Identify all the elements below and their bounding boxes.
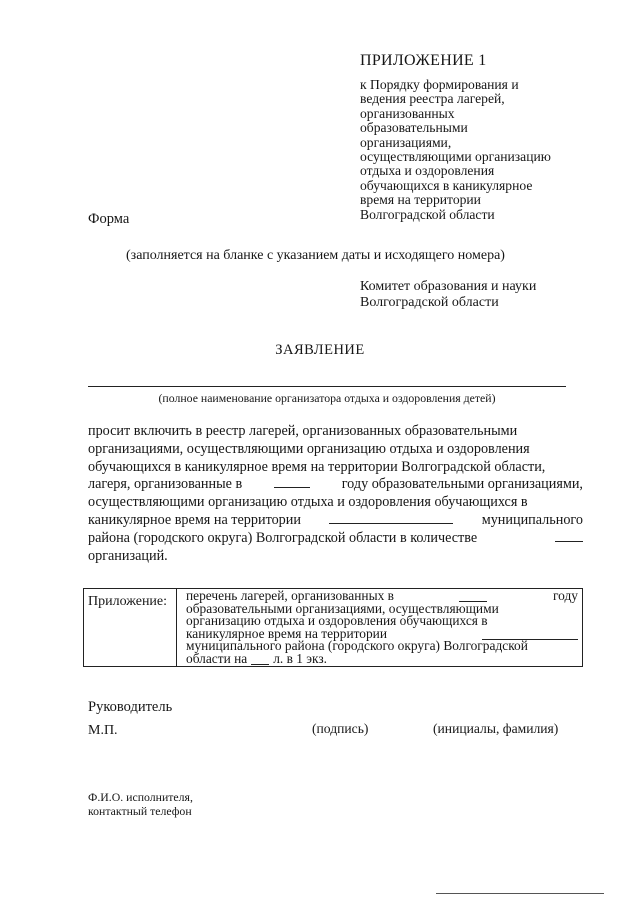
document-title: ЗАЯВЛЕНИЕ: [275, 342, 365, 358]
body-line: [88, 512, 583, 530]
organizer-caption: (полное наименование организатора отдыха и оздоровления детей): [158, 391, 496, 405]
fill-note: (заполняется на бланке с указанием даты и исходящего номера): [126, 248, 505, 263]
year-blank: [274, 476, 310, 488]
executor-line: контактный телефон: [88, 803, 192, 818]
executor-line: Ф.И.О. исполнителя,: [88, 790, 193, 804]
attachment-box: [83, 588, 583, 667]
recipient: [360, 279, 536, 310]
appendix-reference: [360, 78, 590, 222]
pages-blank: [251, 653, 269, 665]
body-text: муниципального: [481, 511, 583, 528]
signature-caption: (подпись): [312, 721, 369, 736]
appendix-line: ведения реестра лагерей,: [360, 91, 505, 107]
attachment-text: каникулярное время на территории: [186, 625, 388, 641]
body-line: осуществляющими организацию отдыха и оздоровления обучающихся в: [88, 494, 528, 511]
body-text: году образовательными организациями,: [341, 476, 583, 493]
body-line: просит включить в реестр лагерей, организованных образовательными: [88, 423, 518, 439]
appendix-line: организациями,: [360, 134, 452, 150]
appendix-line: к Порядку формирования и: [360, 77, 519, 92]
scan-artifact-line: [436, 893, 604, 894]
appendix-line: осуществляющими организацию: [360, 149, 551, 165]
appendix-title: ПРИЛОЖЕНИЕ 1: [360, 52, 487, 69]
attachment-line: [186, 650, 578, 666]
attachment-description: [186, 590, 578, 666]
attachment-line: организацию отдыха и оздоровления обучающихся в: [186, 613, 488, 629]
initials-caption: (инициалы, фамилия): [433, 721, 559, 736]
body-text: лагеря, организованные в: [88, 476, 243, 493]
appendix-line: время на территории: [360, 192, 481, 208]
body-text: района (городского округа) Волгоградской области в количестве: [88, 529, 478, 546]
recipient-line: Комитет образования и науки: [360, 279, 537, 294]
appendix-line: Волгоградской области: [360, 206, 495, 222]
appendix-line: отдыха и оздоровления: [360, 163, 495, 179]
head-label: Руководитель: [88, 699, 173, 715]
application-body: [88, 423, 583, 565]
body-text: каникулярное время на территории: [88, 511, 301, 528]
form-label: Форма: [88, 211, 130, 227]
territory-blank: [329, 512, 453, 524]
stamp-place: М.П.: [88, 723, 118, 738]
attachment-line: муниципального района (городского округа) Волгоградской: [186, 638, 528, 654]
attachment-text: перечень лагерей, организованных в: [186, 588, 394, 603]
body-line: организаций.: [88, 547, 168, 564]
appendix-line: обучающихся в каникулярное: [360, 177, 533, 193]
appendix-line: образовательными: [360, 120, 468, 136]
attachment-label-cell: [84, 589, 177, 666]
executor-info: [88, 791, 193, 818]
body-line: обучающихся в каникулярное время на территории Волгоградской области,: [88, 458, 546, 475]
body-line: [88, 476, 583, 494]
attachment-text: году: [553, 588, 578, 603]
attachment-text: л. в 1 экз.: [273, 650, 328, 666]
attachment-text: области на: [186, 650, 248, 666]
organizer-name-line: [88, 386, 566, 387]
body-line: [88, 530, 583, 548]
quantity-blank: [555, 530, 583, 542]
body-line: организациями, осуществляющими организацию отдыха и оздоровления: [88, 440, 530, 457]
recipient-line: Волгоградской области: [360, 294, 499, 310]
attachment-label: Приложение:: [88, 594, 168, 609]
attachment-line: образовательными организациями, осуществляющими: [186, 600, 499, 616]
appendix-line: организованных: [360, 105, 455, 121]
